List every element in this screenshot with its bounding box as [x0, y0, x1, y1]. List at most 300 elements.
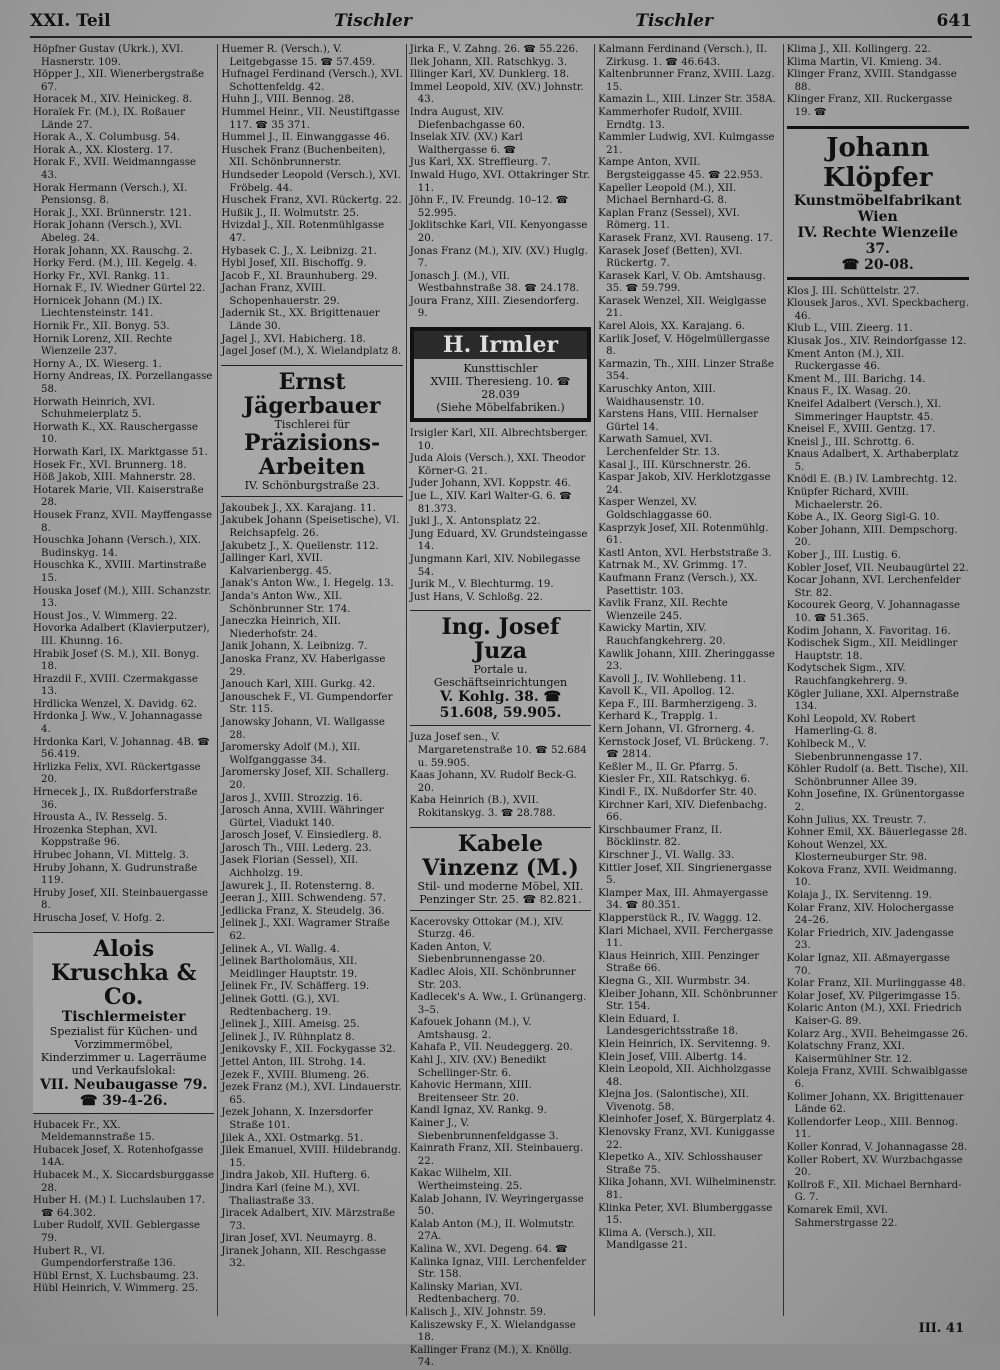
directory-entry: Knaus Adalbert, X. Arthaberplatz 5. — [786, 449, 959, 473]
ad-line: Johann Klöpfer — [823, 132, 933, 193]
directory-entry: Klejna Jos. (Salontische), XII. Vivenotg. 58. — [598, 1089, 749, 1113]
directory-entry: Jarosch Anna, XVIII. Währinger Gürtel, Viadukt 140. — [221, 805, 384, 829]
directory-entry: Horny Andreas, IX. Porzellangasse 58. — [33, 371, 213, 396]
directory-entry: Jelinek A., VI. Wallg. 4. — [221, 943, 340, 955]
directory-entry: Joura Franz, XIII. Ziesendorferg. 9. — [409, 295, 580, 320]
directory-entry: Kirschbaumer Franz, II. Böcklinstr. 82. — [598, 824, 723, 849]
directory-entry: Jedlicka Franz, X. Steudelg. 36. — [221, 905, 385, 917]
directory-entry: Kalab Johann, IV. Weyringergasse 50. — [409, 1193, 584, 1218]
directory-entry: Klapperstück R., IV. Waggg. 12. — [598, 912, 762, 924]
ad-line: XVIII. Theresieng. 10. ☎ 28.039 — [430, 375, 571, 402]
directory-entry: Kober J., III. Lustig. 6. — [786, 550, 901, 562]
directory-entry: Kernstock Josef, VI. Brückeng. 7. ☎ 2814. — [598, 736, 769, 761]
directory-entry: Jiran Josef, XVI. Neumayrg. 8. — [221, 1233, 377, 1245]
directory-entry: Kaltenbrunner Franz, XVIII. Lazg. 15. — [598, 69, 775, 93]
directory-entry: Hotarek Marie, VII. Kaiserstraße 28. — [33, 484, 204, 509]
directory-entry: Karasek Franz, XVI. Rauseng. 17. — [598, 232, 773, 244]
directory-entry: Horak Johann (Versch.), XVI. Abeleg. 24. — [33, 220, 182, 244]
directory-entry: Just Hans, V. Schloßg. 22. — [409, 591, 543, 603]
directory-entry: Hvizdal J., XII. Rotenmühlgasse 47. — [221, 220, 385, 244]
advertisement — [410, 610, 591, 726]
directory-entry: Jindra Jakob, XII. Hufterg. 6. — [221, 1170, 371, 1182]
directory-entry: Kment Anton (M.), XII. Ruckergasse 46. — [786, 348, 905, 373]
directory-entry: Kainer J., V. Siebenbrunnenfeldgasse 3. — [409, 1118, 559, 1142]
directory-entry: Jaromersky Adolf (M.), XII. Wolfganggasse 34. — [221, 742, 361, 766]
directory-entry: Jezek Johann, X. Inzersdorfer Straße 101. — [221, 1107, 373, 1131]
sheet-signature: III. 41 — [918, 1321, 964, 1336]
directory-entry: Kalinka Ignaz, VIII. Lerchenfelder Str. 158. — [409, 1256, 586, 1281]
directory-entry: Kaliszewsky F., X. Wielandgasse 18. — [409, 1319, 576, 1344]
directory-entry: Kalina W., XVI. Degeng. 64. ☎ — [409, 1243, 568, 1255]
directory-entry: Janeczka Heinrich, XII. Niederhofstr. 24. — [221, 616, 341, 640]
directory-entry: Klepetko A., XIV. Schlosshauser Straße 75. — [598, 1152, 763, 1176]
directory-entry: Hrdonka Karl, V. Johannag. 4B. ☎ 56.419. — [33, 736, 210, 761]
directory-entry: Illinger Karl, XV. Dunklerg. 18. — [409, 69, 570, 81]
directory-entry: Karlik Josef, V. Högelmüllergasse 8. — [598, 333, 770, 358]
directory-entry: Kirschner J., VI. Wallg. 33. — [598, 850, 735, 861]
directory-entry: Kahafa P., VII. Neudeggerg. 20. — [409, 1042, 573, 1054]
directory-entry: Kobe A., IX. Georg Sigl-G. 10. — [786, 512, 940, 524]
directory-entry: Juza Josef sen., V. Margaretenstraße 10. ☎ 52.684 u. 59.905. — [409, 732, 587, 769]
directory-entry: Immel Leopold, XIV. (XV.) Johnstr. 43. — [409, 81, 584, 106]
directory-entry: Juda Alois (Versch.), XXI. Theodor Körner-G. 21. — [409, 453, 586, 477]
directory-entry: Kolimer Johann, XX. Brigittenauer Lände 62. — [786, 1091, 964, 1116]
directory-entry: Jelinek Bartholomäus, XII. Meidlinger Hauptstr. 19. — [221, 956, 358, 980]
directory-entry: Höß Jakob, XIII. Mahnerstr. 28. — [33, 472, 196, 484]
directory-entry: Inselak XIV. (XV.) Karl Walthergasse 6. ☎ — [409, 132, 523, 156]
directory-entry: Klos J. III. Schüttelstr. 27. — [786, 285, 920, 297]
header-running-title-right: Tischler — [635, 11, 713, 31]
directory-entry: Kolar Friedrich, XIV. Jadengasse 23. — [786, 927, 954, 952]
directory-entry: Kerhard K., Trapplg. 1. — [598, 711, 718, 723]
directory-entry: Kamazin L., XIII. Linzer Str. 358A. — [598, 94, 776, 106]
directory-entry: Hrdlicka Wenzel, X. Davidg. 62. — [33, 698, 198, 710]
column-1 — [30, 44, 218, 1316]
directory-entry: Klinger Franz, XVIII. Standgasse 88. — [786, 69, 957, 93]
directory-entry: Jallinger Karl, XVII. Kalvarienbergg. 45. — [221, 553, 333, 577]
directory-entry: Kaas Johann, XV. Rudolf Beck-G. 20. — [409, 770, 577, 794]
directory-entry: Köhler Rudolf (a. Bett. Tische), XII. Schönbrunner Allee 39. — [786, 764, 969, 788]
advertisement — [221, 365, 402, 497]
directory-entry: Kawicky Martin, XIV. Rauchfangkehrerg. 20. — [598, 623, 726, 647]
ad-line: Stil- und moderne Möbel, XII. Penzinger Str. 25. ☎ 82.821. — [417, 879, 584, 906]
directory-entry: Kleiber Johann, XII. Schönbrunner Str. 154. — [598, 988, 778, 1013]
directory-entry: Housek Franz, XVII. Mayffengasse 8. — [33, 509, 212, 534]
directory-entry: Kocar Johann, XVI. Lerchenfelder Str. 82. — [786, 575, 961, 599]
directory-entry: Jung Eduard, XV. Grundsteingasse 14. — [409, 528, 588, 553]
directory-entry: Jezek F., XVIII. Blumeng. 26. — [221, 1069, 370, 1081]
directory-entry: Kepa F., III. Barmherzigeng. 3. — [598, 698, 758, 710]
directory-entry: Huschek Franz (Buchenbeiten), XII. Schönbrunnerstr. — [221, 144, 386, 169]
directory-entry: Koller Robert, XV. Wurzbachgasse 20. — [786, 1154, 963, 1179]
column-4 — [595, 44, 783, 1316]
directory-entry: Klein Eduard, I. Landesgerichtsstraße 18. — [598, 1013, 739, 1038]
directory-entry: Karasek Josef (Betten), XVI. Rückertg. 7. — [598, 245, 743, 270]
directory-entry: Jadernik St., XX. Brigittenauer Lände 30. — [221, 308, 380, 333]
directory-entry: Horaïek Fr. (M.), IX. Roßauer Lände 27. — [33, 106, 185, 131]
directory-entry: Knüpfer Richard, XVIII. Michaelerstr. 26. — [786, 487, 909, 511]
directory-entry: Horny A., IX. Wieserg. 1. — [33, 358, 162, 370]
directory-entry: Kandl Ignaz, XV. Rankg. 9. — [409, 1105, 547, 1117]
directory-entry: Houska Josef (M.), XIII. Schanzstr. 13. — [33, 585, 212, 610]
directory-entry: Karstens Hans, VIII. Hernalser Gürtel 14. — [598, 409, 759, 433]
directory-entry: Hrdonka J. Ww., V. Johannagasse 4. — [33, 711, 203, 736]
directory-entry: Kolar Josef, XV. Pilgerimgasse 15. — [786, 990, 961, 1002]
directory-entry: Jarosch Th., VIII. Lederg. 23. — [221, 842, 372, 854]
column-3 — [407, 44, 595, 1369]
directory-entry: Klein Heinrich, IX. Servitenng. 9. — [598, 1038, 771, 1050]
directory-entry: Hufnagel Ferdinand (Versch.), XVI. Schottenfeldg. 42. — [221, 69, 403, 93]
directory-entry: Jirka F., V. Zahng. 26. ☎ 55.226. — [409, 44, 579, 55]
ad-line: Wien — [857, 208, 898, 225]
directory-entry: Hrazdil F., XVIII. Czermakgasse 13. — [33, 673, 198, 698]
directory-entry: Katrnak M., XV. Grimmg. 17. — [598, 560, 748, 572]
directory-entry: Höpper J., XII. Wienerbergstraße 67. — [33, 69, 205, 93]
directory-entry: Jindra Karl (feine M.), XVI. Thaliastraße 33. — [221, 1182, 360, 1207]
directory-entry: Kleinhofer Josef, X. Bürgerplatz 4. — [598, 1114, 776, 1126]
directory-entry: Karwath Samuel, XVI. Lerchenfelder Str. 13. — [598, 434, 720, 458]
directory-entry: Kindl F., IX. Nußdorfer Str. 40. — [598, 787, 757, 799]
directory-entry: Hummel Heinr., VII. Neustiftgasse 117. ☎ 35 371. — [221, 106, 400, 131]
directory-entry: Kasper Wenzel, XV. Goldschlaggasse 60. — [598, 497, 713, 521]
directory-entry: Kapeller Leopold (M.), XII. Michael Bernhard-G. 8. — [598, 182, 737, 207]
directory-entry: Janouschek F., VI. Gumpendorfer Str. 115. — [221, 691, 393, 716]
directory-entry: Hybasek C. J., X. Leibnizg. 21. — [221, 245, 377, 257]
ad-line: Kunstmöbelfabrikant — [793, 192, 962, 209]
directory-entry: Kocourek Georg, V. Johannagasse 10. ☎ 51.365. — [786, 600, 961, 624]
directory-entry: Hübl Ernst, X. Luchsbaumg. 23. — [33, 1270, 199, 1282]
directory-entry: Jawurek J., II. Rotensterng. 8. — [221, 880, 375, 892]
directory-entry: Kallinger Franz (M.), X. Knöllg. 74. — [409, 1344, 573, 1369]
directory-entry: Jelinek Gottl. (G.), XVI. Redtenbacherg. 19. — [221, 994, 340, 1018]
ad-line: (Siehe Möbelfabriken.) — [436, 401, 565, 415]
directory-entry: Kaufmann Franz (Versch.), XX. Pasettistr. 103. — [598, 572, 758, 597]
directory-entry: Hummel J., II. Einwanggasse 46. — [221, 132, 390, 144]
directory-entry: Kafouek Johann (M.), V. Amtshausg. 2. — [409, 1017, 532, 1041]
ad-line: Tischlerei für — [274, 417, 350, 431]
directory-entry: Hovorka Adalbert (Klavierputzer), III. Khunng. 16. — [33, 623, 210, 647]
page-number: 641 — [936, 11, 972, 31]
ad-line: Alois Kruschka & Co. — [50, 935, 197, 1010]
directory-entry: Jue L., XIV. Karl Walter-G. 6. ☎ 81.373. — [409, 491, 572, 515]
directory-entry: Hundseder Leopold (Versch.), XVI. Fröbelg. 44. — [221, 169, 401, 194]
directory-entry: Jungmann Karl, XIV. Nobilegasse 54. — [409, 554, 581, 578]
directory-entry: Hrozenka Stephan, XVI. Koppstraße 96. — [33, 824, 158, 849]
directory-entry: Kalisch J., XIV. Johnstr. 59. — [409, 1306, 547, 1318]
directory-entry: Jarosch Josef, V. Einsiedlerg. 8. — [221, 830, 382, 842]
directory-entry: Klari Michael, XVII. Ferchergasse 11. — [598, 925, 774, 950]
directory-entry: Irsigler Karl, XII. Albrechtsberger. 10. — [409, 428, 588, 452]
directory-entry: Jurik M., V. Blechturmg. 19. — [409, 579, 554, 591]
directory-entry: Jaros J., XVIII. Strozzig. 16. — [221, 792, 363, 804]
ad-line: Kunsttischler — [463, 362, 538, 376]
directory-entry: Kollendorfer Leop., XIII. Bennog. 11. — [786, 1116, 959, 1141]
directory-entry: Klinger Franz, XII. Ruckergasse 19. ☎ — [786, 94, 953, 118]
ad-line: Ing. Josef Juza — [441, 614, 560, 665]
directory-entry: Janda's Anton Ww., XII. Schönbrunner Str. 174. — [221, 591, 351, 615]
directory-entry: Jöhn F., IV. Freundg. 10–12. ☎ 52.995. — [409, 195, 569, 219]
directory-entry: Klima J., XII. Kollingerg. 22. — [786, 44, 931, 55]
directory-entry: Kaba Heinrich (B.), XVII. Rokitanskyg. 3. ☎ 28.788. — [409, 795, 556, 819]
directory-entry: Horacek M., XIV. Heinickeg. 8. — [33, 94, 193, 106]
directory-entry: Klein Josef, VIII. Albertg. 14. — [598, 1051, 747, 1063]
ad-line: ☎ 20-08. — [841, 256, 914, 273]
directory-entry: Kolar Franz, XIV. Holochergasse 24–26. — [786, 902, 954, 927]
directory-entry: Kacerovsky Ottokar (M.), XIV. Sturzg. 46. — [409, 916, 564, 941]
ad-line: Portale u. Geschäftseinrichtungen — [433, 663, 568, 690]
directory-entry: Kalab Anton (M.), II. Wolmutstr. 27A. — [409, 1218, 575, 1243]
directory-entry: Kohout Wenzel, XX. Klosterneuburger Str. 98. — [786, 839, 928, 864]
directory-entry: Koleja Franz, XVIII. Schwaiblgasse 6. — [786, 1066, 968, 1090]
directory-entry: Houschka Johann (Versch.), XIX. Budinskyg. 14. — [33, 535, 202, 559]
directory-entry: Kadlecek's A. Ww., I. Grünangerg. 3–5. — [409, 992, 587, 1016]
directory-entry: Hruby Johann, X. Gudrunstraße 119. — [33, 862, 198, 887]
directory-entry: Jakoubek J., XX. Karajang. 11. — [221, 502, 376, 514]
ad-line: Spezialist für Küchen- und Vorzimmermöbel, Kinderzimmer u. Lagerräume und Verkaufslokal: — [40, 1024, 207, 1077]
directory-entry: Jenikovsky F., XII. Fockygasse 32. — [221, 1044, 396, 1056]
directory-entry: Komarek Emil, XVI. Sahmerstrgasse 22. — [786, 1204, 898, 1229]
directory-entry: Klub L., VIII. Zieerg. 11. — [786, 323, 913, 335]
header-section: XXI. Teil — [30, 11, 111, 31]
directory-entry: Kneisl J., III. Schrottg. 6. — [786, 436, 915, 448]
directory-entry: Kadlec Alois, XII. Schönbrunner Str. 203. — [409, 966, 576, 991]
directory-entry: Horak F., XVII. Weidmanngasse 43. — [33, 157, 197, 181]
directory-entry: Kolaric Anton (M.), XXI. Friedrich Kaiser-G. 89. — [786, 1003, 962, 1027]
directory-entry: Karmazin, Th., XIII. Linzer Straße 354. — [598, 358, 774, 383]
directory-entry: Hybl Josef, XII. Bischoffg. 9. — [221, 258, 367, 270]
directory-entry: Hubert R., VI. Gumpendorferstraße 136. — [33, 1245, 176, 1270]
directory-entry: Huber H. (M.) I. Luchslauben 17. ☎ 64.302. — [33, 1195, 206, 1219]
directory-entry: Jus Karl, XX. Streffleurg. 7. — [409, 157, 551, 169]
directory-entry: Horwath Karl, IX. Marktgasse 51. — [33, 447, 208, 458]
directory-entry: Hübl Heinrich, V. Wimmerg. 25. — [33, 1283, 199, 1295]
directory-entry: Jeeran J., XIII. Schwendeng. 57. — [221, 893, 386, 905]
directory-entry: Kodim Johann, X. Favoritag. 16. — [786, 625, 951, 637]
directory-entry: Kaspar Jakob, XIV. Herklotzgasse 24. — [598, 472, 771, 496]
directory-entry: Janouch Karl, XIII. Gurkg. 42. — [221, 679, 376, 691]
directory-entry: Kakac Wilhelm, XII. Wertheimsteing. 25. — [409, 1168, 523, 1192]
directory-entry: Jelinek J., XIII. Ameisg. 25. — [221, 1019, 360, 1031]
directory-entry: Karasek Wenzel, XII. Weiglgasse 21. — [598, 295, 767, 320]
directory-entry: Kneisel F., XVIII. Gentzg. 17. — [786, 424, 936, 436]
directory-entry: Jachan Franz, XVIII. Schopenhauerstr. 29. — [221, 283, 340, 307]
directory-entry: Hosek Fr., XVI. Brunnerg. 18. — [33, 459, 187, 471]
directory-entry: Janoska Franz, XV. Haberlgasse 29. — [221, 653, 386, 678]
directory-entry: Jakubek Johann (Speisetische), VI. Reichsapfelg. 26. — [221, 515, 400, 540]
directory-entry: Hubacek Fr., XX. Meldemannstraße 15. — [33, 1119, 155, 1144]
directory-entry: Jagel Josef (M.), X. Wielandplatz 8. — [221, 346, 402, 358]
directory-entry: Jelinek J., IV. Rühnplatz 8. — [221, 1031, 355, 1043]
directory-entry: Kalmann Ferdinand (Versch.), II. Zirkusg. 1. ☎ 46.643. — [598, 44, 768, 68]
directory-entry: Kampe Anton, XVII. Bergsteiggasse 45. ☎ 22.953. — [598, 157, 763, 181]
directory-entry: Hrlizka Felix, XVI. Rückertgasse 20. — [33, 761, 201, 786]
directory-entry: Jagel J., XVI. Habicherg. 18. — [221, 333, 366, 345]
directory-entry: Kollroß F., XII. Michael Bernhard-G. 7. — [786, 1179, 962, 1204]
directory-entry: Klegna G., XII. Wurmbstr. 34. — [598, 975, 751, 987]
directory-entry: Kahl J., XIV. (XV.) Benedikt Schellinger-Str. 6. — [409, 1055, 547, 1079]
directory-entry: Kodischek Sigm., XII. Meidlinger Hauptstr. 18. — [786, 638, 958, 662]
directory-entry: Hubacek M., X. Siccardsburggasse 28. — [33, 1169, 214, 1194]
directory-entry: Jaromersky Josef, XII. Schallerg. 20. — [221, 767, 390, 791]
directory-entry: Kavoll K., VII. Apollog. 12. — [598, 686, 735, 698]
directory-entry: Höpfner Gustav (Ukrk.), XVI. Hasnerstr. 109. — [33, 44, 184, 68]
directory-entry: Hrabik Josef (S. M.), XII. Bonyg. 18. — [33, 648, 200, 673]
directory-entry: Horak A., X. Columbusg. 54. — [33, 132, 181, 144]
directory-entry: Kammerhofer Rudolf, XVIII. Erndtg. 13. — [598, 106, 743, 131]
directory-entry: Karuschky Anton, XIII. Waidhausenstr. 10. — [598, 384, 716, 408]
directory-entry: Klenovsky Franz, XVI. Kuniggasse 22. — [598, 1127, 775, 1151]
directory-entry: Klamper Max, III. Ahmayergasse 34. ☎ 80.351. — [598, 887, 769, 912]
directory-entry: Joklitschke Karl, VII. Kenyongasse 20. — [409, 220, 588, 244]
directory-entry: Huemer R. (Versch.), V. Leitgebgasse 15. ☎ 57.459. — [221, 44, 376, 68]
directory-entry: Klika Johann, XVI. Wilhelminenstr. 81. — [598, 1177, 777, 1202]
directory-entry: Hruscha Josef, V. Hofg. 2. — [33, 912, 166, 924]
directory-entry: Houschka K., XVIII. Martinstraße 15. — [33, 560, 207, 584]
directory-entry: Kasprzyk Josef, XII. Rotenmühlg. 61. — [598, 522, 769, 547]
directory-entry: Kammler Ludwig, XVI. Kulmgasse 21. — [598, 132, 775, 156]
directory-entry: Klein Leopold, XII. Aichholzgasse 48. — [598, 1064, 772, 1088]
directory-entry: Hubacek Josef, X. Rotenhofgasse 14A. — [33, 1144, 204, 1169]
directory-entry: Kittler Josef, XII. Singrienergasse 5. — [598, 862, 772, 887]
ad-line: V. Kohlg. 38. ☎ 51.608, 59.905. — [439, 689, 562, 722]
directory-entry: Jettel Anton, III. Strohg. 14. — [221, 1056, 366, 1068]
directory-entry: Klusak Jos., XIV. Reindorfgasse 12. — [786, 335, 967, 347]
directory-entry: Hußik J., II. Wolmutstr. 25. — [221, 207, 360, 219]
directory-entry: Kiesler Fr., XII. Ratschkyg. 6. — [598, 774, 751, 786]
directory-entry: Horky Ferd. (M.), III. Kegelg. 4. — [33, 258, 197, 270]
directory-entry: Knödl E. (B.) IV. Lambrechtg. 12. — [786, 474, 958, 486]
directory-entry: Hornicek Johann (M.) IX. Liechtensteinstr. 141. — [33, 295, 163, 320]
column-2 — [218, 44, 406, 1316]
directory-entry: Jelinek Fr., IV. Schäfferg. 19. — [221, 981, 370, 993]
directory-entry: Horak J., XXI. Brünnerstr. 121. — [33, 207, 192, 219]
directory-entry: Hornik Lorenz, XII. Rechte Wienzeile 237. — [33, 333, 173, 358]
directory-entry: Klima A. (Versch.), XII. Mandlgasse 21. — [598, 1227, 717, 1252]
ad-line: H. Irmler — [414, 331, 587, 359]
directory-entry: Indra August, XIV. Diefenbachgasse 60. — [409, 106, 525, 131]
directory-entry: Jilek A., XXI. Ostmarkg. 51. — [221, 1132, 364, 1144]
directory-entry: Jacob F., XI. Braunhuberg. 29. — [221, 270, 378, 282]
directory-entry: Klousek Jaros., XVI. Speckbacherg. 46. — [786, 298, 969, 322]
directory-entry: Hrubec Johann, VI. Mittelg. 3. — [33, 850, 190, 861]
directory-entry: Janowsky Johann, VI. Wallgasse 28. — [221, 716, 385, 741]
directory-entry: Kneifel Adalbert (Versch.), XI. Simmeringer Hauptstr. 45. — [786, 398, 942, 423]
directory-entry: Kahovic Hermann, XIII. Breitenseer Str. 20. — [409, 1080, 532, 1104]
ad-line: IV. Schönburgstraße 23. — [244, 478, 380, 492]
directory-entry: Hornik Fr., XII. Bonyg. 53. — [33, 321, 170, 333]
directory-entry: Kavlik Franz, XII. Rechte Wienzeile 245. — [598, 598, 728, 622]
directory-entry: Jiranek Johann, XII. Reschgasse 32. — [221, 1245, 387, 1270]
directory-entry: Kokova Franz, XVII. Weidmanng. 10. — [786, 864, 958, 889]
directory-entry: Huhn J., VIII. Bennog. 28. — [221, 94, 355, 106]
directory-entry: Kolaja J., IX. Servitenng. 19. — [786, 890, 932, 902]
ad-line: Präzisions-Arbeiten — [244, 429, 381, 480]
directory-entry: Kober Johann, XIII. Dempschorg. 20. — [786, 524, 958, 549]
directory-entry: Kolarz Arg., XVII. Beheimgasse 26. — [786, 1028, 968, 1040]
directory-entry: Horak Johann, XX. Rauschg. 2. — [33, 245, 193, 257]
directory-entry: Knaus F., IX. Wasag. 20. — [786, 386, 911, 398]
directory-entry: Klinka Peter, XVI. Blumberggasse 15. — [598, 1202, 773, 1227]
directory-entry: Jonas Franz (M.), XIV. (XV.) Huglg. 7. — [409, 245, 588, 270]
directory-entry: Hrousta A., IV. Resselg. 5. — [33, 812, 168, 824]
directory-entry: Jiracek Adalbert, XIV. Märzstraße 73. — [221, 1208, 396, 1232]
directory-entry: Kohn Josefine, IX. Grünentorgasse 2. — [786, 789, 965, 813]
directory-entry: Kobler Josef, VII. Neubaugürtel 22. — [786, 562, 969, 574]
advertisement — [410, 827, 591, 911]
directory-entry: Jonasch J. (M.), VII. Westbahnstraße 38. ☎ 24.178. — [409, 270, 580, 295]
directory-entry: Kodytschek Sigm., XIV. Rauchfangkehrerg. 9. — [786, 663, 908, 687]
directory-entry: Kainrath Franz, XII. Steinbauerg. 22. — [409, 1143, 584, 1167]
directory-entry: Karasek Karl, V. Ob. Amtshausg. 35. ☎ 59.799. — [598, 270, 766, 295]
directory-entry: Kohlbeck M., V. Siebenbrunnengasse 17. — [786, 738, 923, 763]
ad-line: IV. Rechte Wienzeile 37. — [797, 224, 958, 257]
directory-entry: Hruby Josef, XII. Steinbauergasse 8. — [33, 887, 209, 912]
directory-entry: Kasal J., III. Kürschnerstr. 26. — [598, 459, 751, 471]
directory-entry: Hornak F., IV. Wiedner Gürtel 22. — [33, 283, 206, 295]
directory-entry: Janik Johann, X. Leibnizg. 7. — [221, 641, 368, 653]
header-running-title-left: Tischler — [334, 11, 412, 31]
directory-entry: Kalinsky Marian, XVI. Redtenbacherg. 70. — [409, 1281, 523, 1306]
directory-entry: Ilek Johann, XII. Ratschkyg. 3. — [409, 56, 567, 68]
directory-entry: Klaus Heinrich, XIII. Penzinger Straße 66. — [598, 950, 760, 975]
directory-entry: Kolar Ignaz, XII. Aßmayergasse 70. — [786, 953, 950, 977]
directory-entry: Kolar Franz, XII. Murlinggasse 48. — [786, 978, 966, 990]
directory-entry: Klima Martin, VI. Kmieng. 34. — [786, 56, 942, 68]
directory-entry: Hrnecek J., IX. Rußdorferstraße 36. — [33, 787, 198, 811]
directory-entry: Kirchner Karl, XIV. Diefenbachg. 66. — [598, 799, 767, 824]
directory-entry: Juder Johann, XVI. Koppstr. 46. — [409, 478, 571, 490]
directory-entry: Kern Johann, VI. Gfrornerg. 4. — [598, 724, 755, 736]
directory-entry: Huschek Franz, XVI. Rückertg. 22. — [221, 195, 402, 207]
directory-entry: Horwath K., XX. Rauschergasse 10. — [33, 421, 198, 446]
directory-entry: Kawlik Johann, XIII. Zheringgasse 23. — [598, 648, 775, 673]
directory-entry: Jakubetz J., X. Quellenstr. 112. — [221, 540, 379, 552]
directory-entry: Inwald Hugo, XVI. Ottakringer Str. 11. — [409, 169, 591, 194]
directory-entry: Jasek Florian (Sessel), XII. Aichholzg. 19. — [221, 855, 359, 880]
advertisement — [410, 327, 591, 422]
advertisement — [787, 126, 969, 280]
ad-line: Kabele Vinzenz (M.) — [422, 830, 579, 881]
directory-entry: Karel Alois, XX. Karajang. 6. — [598, 321, 746, 333]
directory-entry: Horwath Heinrich, XVI. Schuhmeierplatz 5. — [33, 396, 156, 421]
directory-entry: Kaden Anton, V. Siebenbrunnengasse 20. — [409, 941, 546, 966]
ad-line: Ernst Jägerbauer — [243, 368, 381, 419]
directory-entry: Jelinek J., XXI. Wagramer Straße 62. — [221, 918, 390, 943]
directory-entry: Kohl Leopold, XV. Robert Hamerling-G. 8. — [786, 713, 916, 738]
directory-entry: Horak A., XX. Klosterg. 17. — [33, 144, 173, 156]
directory-entry: Janak's Anton Ww., I. Hegelg. 13. — [221, 578, 394, 590]
directory-entry: Horky Fr., XVI. Rankg. 11. — [33, 270, 170, 282]
column-5 — [784, 44, 972, 1316]
directory-entry: Kment M., III. Barichg. 14. — [786, 373, 926, 385]
directory-entry: Luber Rudolf, XVII. Geblergasse 79. — [33, 1220, 201, 1244]
advertisement — [33, 932, 214, 1114]
directory-entry: Kolatschny Franz, XXI. Kaisermühlner Str. 12. — [786, 1041, 912, 1065]
directory-entry: Koller Konrad, V. Johannagasse 28. — [786, 1141, 968, 1153]
directory-entry: Kaplan Franz (Sessel), XVI. Römerg. 11. — [598, 207, 740, 232]
directory-entry: Kastl Anton, XVI. Herbststraße 3. — [598, 547, 772, 559]
directory-entry: Houst Jos., V. Wimmerg. 22. — [33, 610, 178, 622]
directory-entry: Jukl J., X. Antonsplatz 22. — [409, 516, 541, 528]
page-header — [30, 6, 972, 38]
directory-entry: Keßler M., II. Gr. Pfarrg. 5. — [598, 761, 738, 773]
directory-entry: Kohn Julius, XX. Treustr. 7. — [786, 814, 927, 826]
directory-entry: Jilek Emanuel, XVIII. Hildebrandg. 15. — [221, 1145, 401, 1169]
directory-entry: Jezek Franz (M.), XVI. Lindauerstr. 65. — [221, 1082, 402, 1106]
directory-entry: Horak Hermann (Versch.), XI. Pensionsg. 8. — [33, 182, 188, 207]
ad-line: Tischlermeister — [61, 1008, 186, 1025]
directory-entry: Kögler Juliane, XXI. Alpernstraße 134. — [786, 688, 959, 713]
